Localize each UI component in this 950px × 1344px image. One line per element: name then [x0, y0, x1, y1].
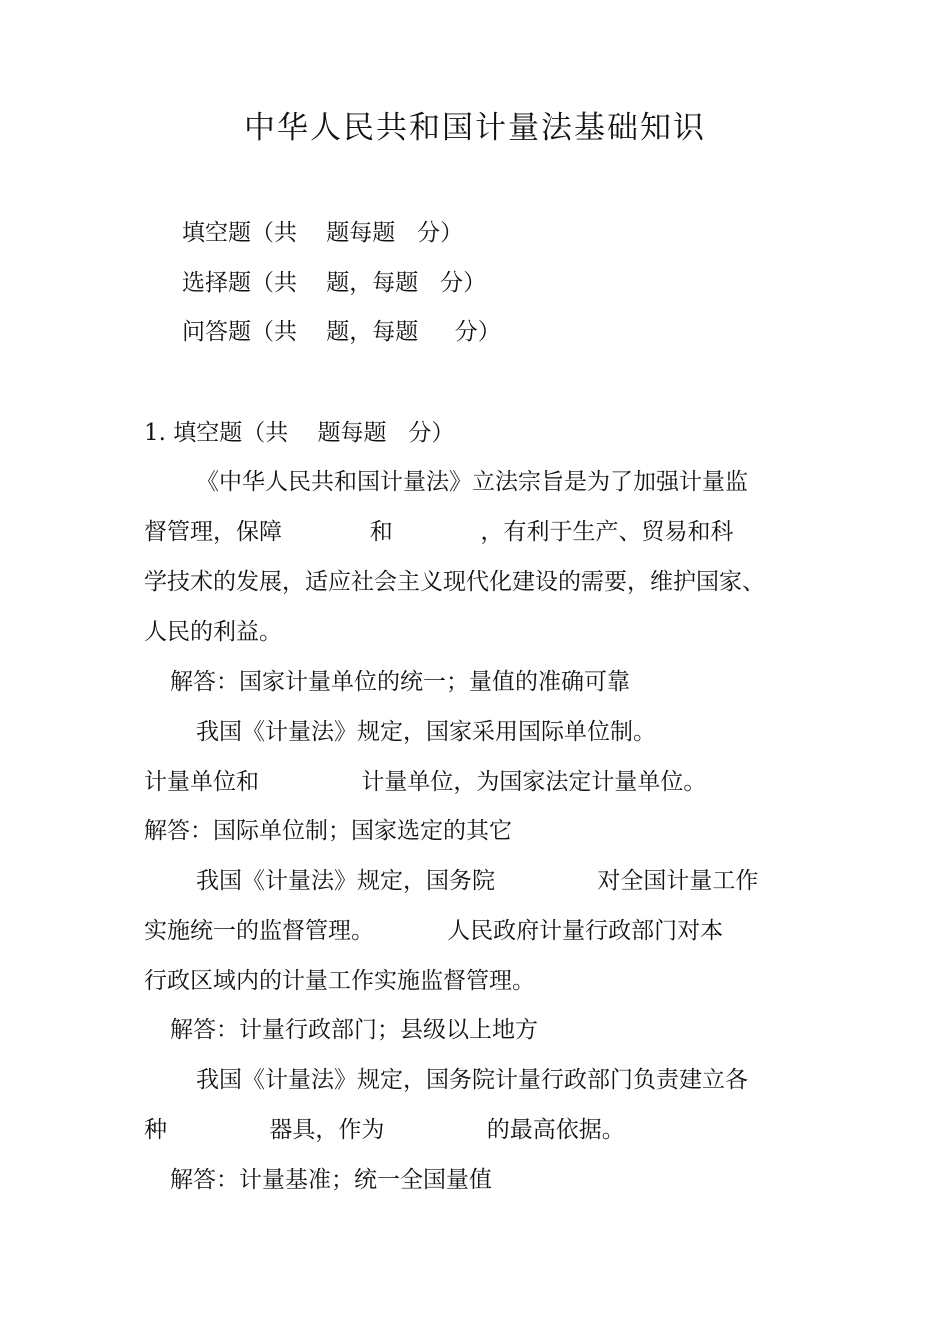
q4-line-2: 种 器具，作为 的最高依据。	[144, 1117, 625, 1143]
q3-answer: 解答：计量行政部门；县级以上地方	[170, 1017, 538, 1043]
q2-line-2: 计量单位和 计量单位，为国家法定计量单位。	[144, 769, 707, 795]
summary-qa: 问答题（共 题，每题 分）	[182, 319, 501, 345]
q1-answer: 解答：国家计量单位的统一；量值的准确可靠	[170, 669, 630, 695]
document-title: 中华人民共和国计量法基础知识	[244, 110, 706, 146]
section-heading: 1. 填空题（共 题每题 分）	[144, 420, 455, 446]
q1-line-4: 人民的利益。	[144, 619, 282, 645]
q1-line-1: 《中华人民共和国计量法》立法宗旨是为了加强计量监	[196, 469, 748, 495]
q2-line-1: 我国《计量法》规定，国家采用国际单位制。	[196, 719, 656, 745]
q1-line-2: 督管理，保障 和 ，有利于生产、贸易和科	[144, 519, 734, 545]
q3-line-2: 实施统一的监督管理。 人民政府计量行政部门对本	[144, 918, 724, 944]
q3-line-3: 行政区域内的计量工作实施监督管理。	[144, 968, 535, 994]
summary-fill-in: 填空题（共 题每题 分）	[182, 220, 464, 246]
q4-line-1: 我国《计量法》规定，国务院计量行政部门负责建立各	[196, 1067, 748, 1093]
q4-answer: 解答：计量基准；统一全国量值	[170, 1167, 492, 1193]
q3-line-1: 我国《计量法》规定，国务院 对全国计量工作	[196, 868, 759, 894]
q1-line-3: 学技术的发展，适应社会主义现代化建设的需要，维护国家、	[144, 569, 765, 595]
summary-choice: 选择题（共 题，每题 分）	[182, 270, 487, 296]
q2-answer: 解答：国际单位制；国家选定的其它	[144, 818, 512, 844]
